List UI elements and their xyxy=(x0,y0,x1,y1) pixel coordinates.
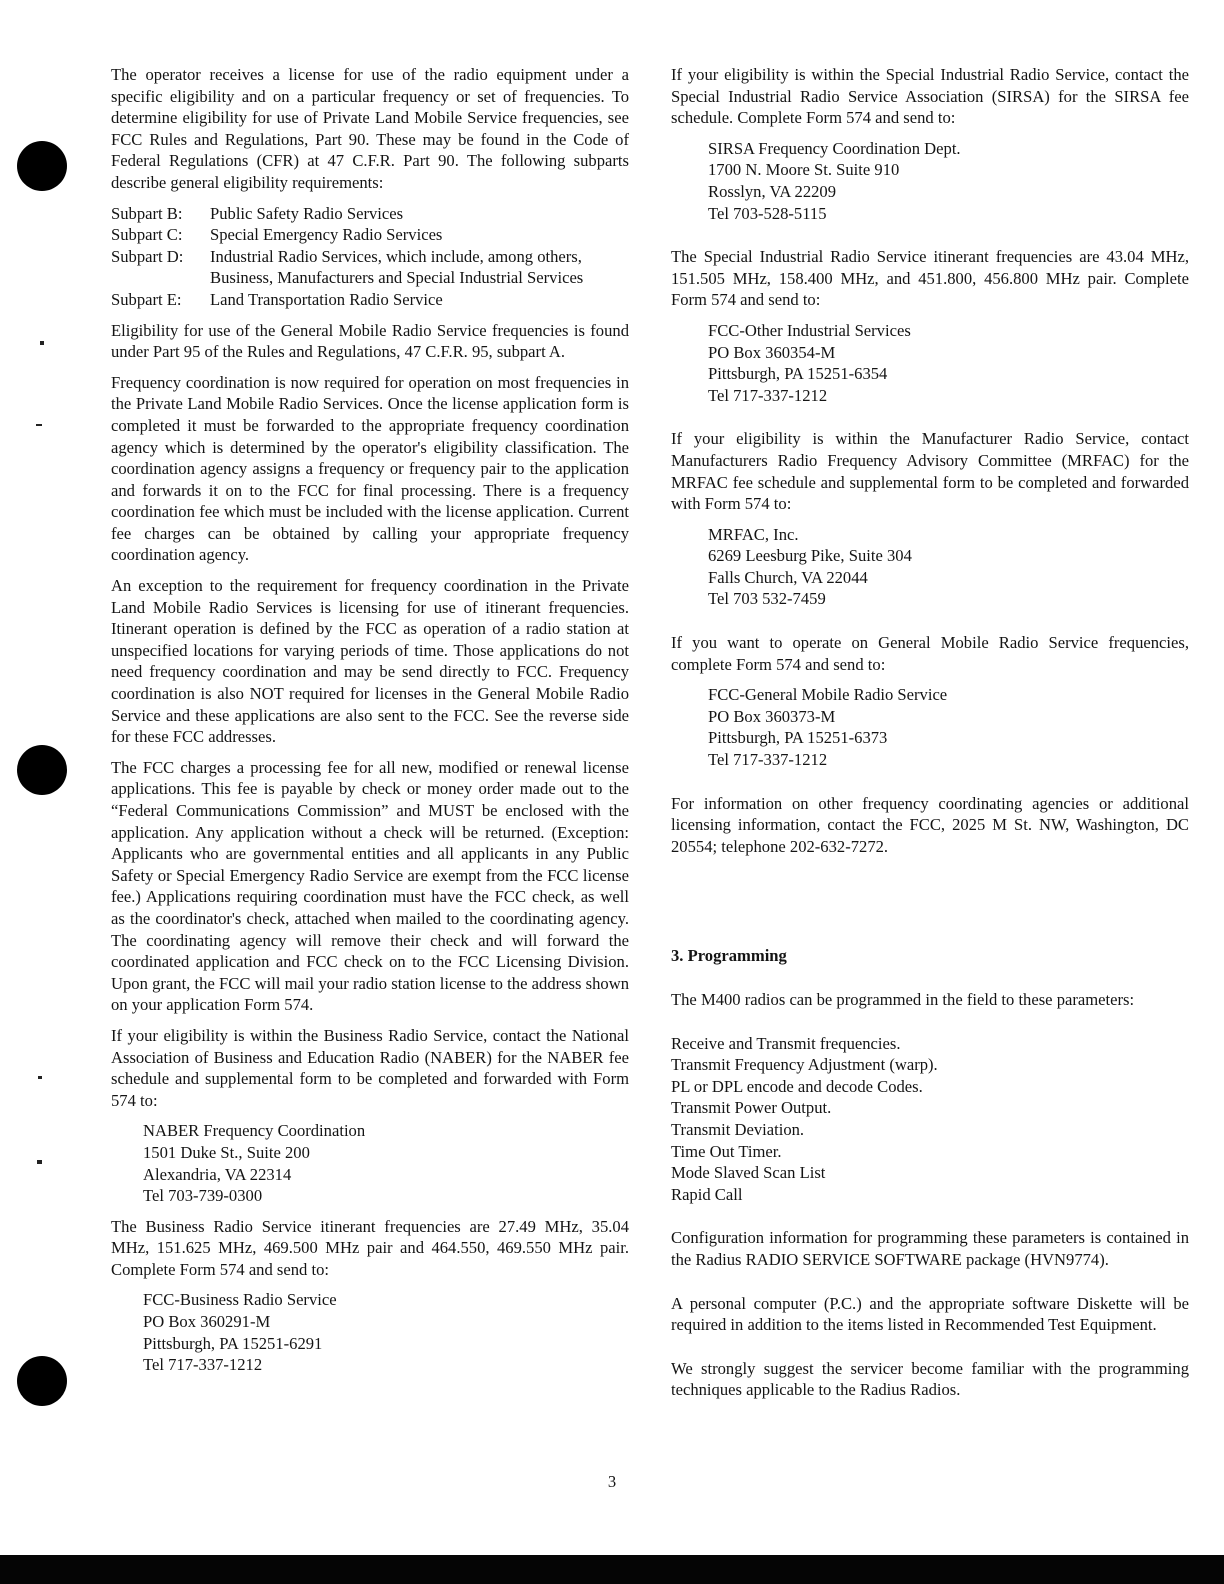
address-line: Alexandria, VA 22314 xyxy=(143,1164,292,1184)
paragraph-gmrs: If you want to operate on General Mobile Radio Service frequencies, complete Form 574 and send to: xyxy=(671,633,1189,674)
paragraph-mrfac: If your eligibility is within the Manufacturer Radio Service, contact Manufacturers Radio Frequency Advisory Committee (MRFAC) for the MRFAC fee schedule and supplemental form to be completed and forwarded with Form 574 to: xyxy=(671,429,1189,514)
address-sirsa xyxy=(671,138,1189,224)
address-line: 6269 Leesburg Pike, Suite 304 xyxy=(708,546,912,566)
address-line: FCC-General Mobile Radio Service xyxy=(708,685,948,705)
subpart-item xyxy=(111,246,629,289)
list-item: Transmit Deviation. xyxy=(671,1119,805,1139)
list-item: Time Out Timer. xyxy=(671,1141,782,1161)
address-line: Pittsburgh, PA 15251-6291 xyxy=(143,1333,323,1353)
address-mrfac xyxy=(671,524,1189,610)
right-column xyxy=(671,64,1189,1410)
address-line: Falls Church, VA 22044 xyxy=(708,567,868,587)
paragraph-sirsa: If your eligibility is within the Special Industrial Radio Service, contact the Special Industrial Radio Service Association (SIRSA) for the SIRSA fee schedule. Complete Form 574 and send to: xyxy=(671,65,1189,128)
address-naber xyxy=(111,1120,629,1206)
scan-mark xyxy=(36,424,42,426)
address-line: NABER Frequency Coordination xyxy=(143,1121,366,1141)
left-column xyxy=(111,64,629,1385)
paragraph-business-radio: If your eligibility is within the Business Radio Service, contact the National Association of Business and Education Radio (NABER) for the NABER fee schedule and supplemental form to be completed and forwarded with Form 574 to: xyxy=(111,1025,629,1110)
subpart-text: Land Transportation Radio Service xyxy=(210,289,443,309)
subpart-item xyxy=(111,203,629,225)
subpart-label: Subpart E: xyxy=(111,289,182,309)
address-line: Tel 717-337-1212 xyxy=(708,750,828,770)
address-fcc-other-industrial xyxy=(671,320,1189,406)
address-line: Pittsburgh, PA 15251-6373 xyxy=(708,728,888,748)
list-item: Rapid Call xyxy=(671,1184,743,1204)
address-line: Tel 703 532-7459 xyxy=(708,589,826,609)
address-line: MRFAC, Inc. xyxy=(708,524,799,544)
paragraph-configuration: Configuration information for programming these parameters is contained in the Radius RADIO SERVICE SOFTWARE package (HVN9774). xyxy=(671,1228,1189,1269)
paragraph-programming-intro: The M400 radios can be programmed in the field to these parameters: xyxy=(671,990,1135,1009)
page-number: 3 xyxy=(607,1472,617,1491)
binder-hole-top xyxy=(17,141,67,191)
address-line: FCC-Other Industrial Services xyxy=(708,320,911,340)
paragraph-gmrs-eligibility: Eligibility for use of the General Mobile Radio Service frequencies is found under Part 95 of the Rules and Regulations, 47 C.F.R. 95, subpart A. xyxy=(111,320,629,362)
address-line: Tel 703-739-0300 xyxy=(143,1186,263,1206)
paragraph-suggestion: We strongly suggest the servicer become familiar with the programming techniques applicable to the Radius Radios. xyxy=(671,1358,1189,1400)
address-line: Pittsburgh, PA 15251-6354 xyxy=(708,364,888,384)
address-fcc-business xyxy=(111,1289,629,1375)
paragraph-business-itinerant: The Business Radio Service itinerant frequencies are 27.49 MHz, 35.04 MHz, 151.625 MHz, 469.500 MHz pair and 464.550, 469.550 MHz pair. Complete Form 574 and send to: xyxy=(111,1216,629,1279)
list-item: Transmit Power Output. xyxy=(671,1098,832,1118)
address-line: PO Box 360291-M xyxy=(143,1312,271,1332)
subpart-text: Industrial Radio Services, which include, among others, Business, Manufacturers and Special Industrial Services xyxy=(210,246,584,288)
subpart-label: Subpart C: xyxy=(111,225,183,245)
scan-mark xyxy=(38,1076,42,1079)
address-line: FCC-Business Radio Service xyxy=(143,1290,337,1310)
list-item: PL or DPL encode and decode Codes. xyxy=(671,1076,923,1096)
list-item: Receive and Transmit frequencies. xyxy=(671,1033,901,1053)
paragraph-license-eligibility: The operator receives a license for use of the radio equipment under a specific eligibility and on a particular frequency or set of frequencies. To determine eligibility for use of Private Land Mobile Service frequencies, see FCC Rules and Regulations, Part 90. These may be found in the Code of Federal Regulations (CFR) at 47 C.F.R. Part 90. The following subparts describe general eligibility requirements: xyxy=(111,65,629,192)
subpart-item xyxy=(111,224,629,246)
address-line: 1700 N. Moore St. Suite 910 xyxy=(708,160,900,180)
paragraph-processing-fee: The FCC charges a processing fee for all new, modified or renewal license applications. This fee is payable by check or money order made out to the “Federal Communications Commission” and MUST be enclosed with the application. Any application without a check will be returned. (Exception: Applicants who are governmental entities and all applicants in any Public Safety or Special Emergency Radio Service are exempt from the FCC license fee.) Applications requiring coordination must have the FCC check, as well as the coordinator's check, attached when mailed to the coordinating agency. The coordinating agency will remove their check and will forward the coordinated application and FCC check on to the FCC Licensing Division. Upon grant, the FCC will mail your radio station license to the address shown on your application Form 574. xyxy=(111,757,629,1015)
subpart-label: Subpart D: xyxy=(111,246,184,266)
subpart-list xyxy=(111,203,629,311)
section-heading-programming: 3. Programming xyxy=(671,946,787,966)
paragraph-pc-requirement: A personal computer (P.C.) and the appropriate software Diskette will be required in addition to the items listed in Recommended Test Equipment. xyxy=(671,1293,1189,1335)
list-item: Mode Slaved Scan List xyxy=(671,1163,826,1183)
address-line: Tel 717-337-1212 xyxy=(143,1355,263,1375)
address-line: SIRSA Frequency Coordination Dept. xyxy=(708,138,961,158)
paragraph-fcc-info: For information on other frequency coordinating agencies or additional licensing information, contact the FCC, 2025 M St. NW, Washington, DC 20554; telephone 202-632-7272. xyxy=(671,793,1189,856)
scan-mark xyxy=(40,341,44,345)
subpart-label: Subpart B: xyxy=(111,203,183,223)
subpart-item xyxy=(111,289,629,311)
subpart-text: Public Safety Radio Services xyxy=(210,203,404,223)
scan-mark xyxy=(37,1160,42,1164)
subpart-text: Special Emergency Radio Services xyxy=(210,225,443,245)
binder-hole-middle xyxy=(17,745,67,795)
scan-edge-bar xyxy=(0,1555,1224,1584)
address-line: PO Box 360354-M xyxy=(708,342,836,362)
address-fcc-gmrs xyxy=(671,684,1189,770)
paragraph-sirsa-itinerant: The Special Industrial Radio Service itinerant frequencies are 43.04 MHz, 151.505 MHz, 158.400 MHz, and 451.800, 456.800 MHz pair. Complete Form 574 and send to: xyxy=(671,247,1189,310)
address-line: 1501 Duke St., Suite 200 xyxy=(143,1142,310,1162)
address-line: Rosslyn, VA 22209 xyxy=(708,181,837,201)
address-line: Tel 717-337-1212 xyxy=(708,385,828,405)
address-line: PO Box 360373-M xyxy=(708,706,836,726)
list-item: Transmit Frequency Adjustment (warp). xyxy=(671,1055,938,1075)
paragraph-itinerant-exception: An exception to the requirement for frequency coordination in the Private Land Mobile Radio Services is licensing for use of itinerant frequencies. Itinerant operation is defined by the FCC as operation of a radio station at unspecified locations for varying periods of time. Those applications do not need frequency coordination and may be send directly to FCC. Frequency coordination is also NOT required for licenses in the General Mobile Radio Service and these applications are also sent to the FCC. See the reverse side for these FCC addresses. xyxy=(111,576,629,747)
parameter-list xyxy=(671,1033,1189,1206)
binder-hole-bottom xyxy=(17,1356,67,1406)
address-line: Tel 703-528-5115 xyxy=(708,203,827,223)
paragraph-frequency-coordination: Frequency coordination is now required for operation on most frequencies in the Private Land Mobile Radio Services. Once the license application form is completed it must be forwarded to the appropriate frequency coordination agency which is determined by the operator's eligibility classification. The coordination agency assigns a frequency or frequency pair to the application and forwards it on to the FCC for final processing. There is a frequency coordination fee which must be included with the license application. Current fee charges can be obtained by calling your appropriate frequency coordination agency. xyxy=(111,372,629,565)
